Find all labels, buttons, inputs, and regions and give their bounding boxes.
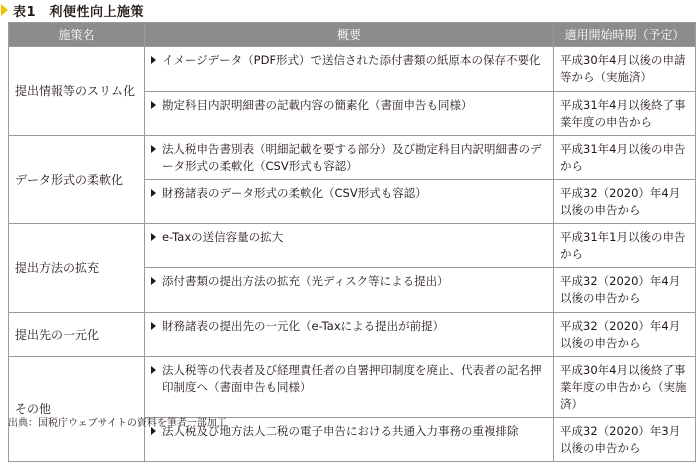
source-note: 出典：国税庁ウェブサイトの資料を筆者一部加工 (8, 418, 227, 429)
category-cell: 提出方法の拡充 (9, 224, 145, 313)
table-title: 表1 利便性向上施策 (13, 4, 145, 20)
header-summary: 概要 (145, 23, 554, 47)
schedule-cell: 平成31年4月以後の申告から (554, 136, 696, 180)
summary-cell: 財務諸表の提出先の一元化（e-Taxによる提出が前提） (145, 313, 554, 357)
schedule-cell: 平成32（2020）年3月以後の申告から (554, 418, 696, 462)
summary-cell: 法人税申告書別表（明細記載を要する部分）及び勘定科目内訳明細書のデータ形式の柔軟化（CSV形式も容認） (145, 136, 554, 180)
table-row (9, 357, 696, 418)
schedule-cell: 平成32（2020）年4月以後の申告から (554, 313, 696, 357)
schedule-cell: 平成30年4月以後終了事業年度の申告から（実施済） (554, 357, 696, 418)
summary-cell: 法人税及び地方法人二税の電子申告における共通入力事務の重複排除 (145, 418, 554, 462)
bullet-icon (151, 189, 156, 197)
summary-cell: e-Taxの送信容量の拡大 (145, 224, 554, 268)
bullet-icon (151, 366, 156, 374)
schedule-cell: 平成31年4月以後終了事業年度の申告から (554, 92, 696, 136)
schedule-cell: 平成30年4月以後の申請等から（実施済） (554, 47, 696, 92)
bullet-icon (151, 277, 156, 285)
bullet-icon (151, 322, 156, 330)
schedule-cell: 平成31年1月以後の申告から (554, 224, 696, 268)
category-cell: データ形式の柔軟化 (9, 136, 145, 224)
category-cell: 提出先の一元化 (9, 313, 145, 357)
category-cell: その他 (9, 357, 145, 462)
table-row (9, 136, 696, 180)
summary-cell: 財務諸表のデータ形式の柔軟化（CSV形式も容認） (145, 180, 554, 224)
bullet-icon (151, 101, 156, 109)
header-measure: 施策名 (9, 23, 145, 47)
table-row (9, 47, 696, 92)
category-cell: 提出情報等のスリム化 (9, 47, 145, 136)
schedule-cell: 平成32（2020）年4月以後の申告から (554, 180, 696, 224)
bullet-icon (151, 233, 156, 241)
table-row (9, 313, 696, 357)
summary-cell: 勘定科目内訳明細書の記載内容の簡素化（書面申告も同様） (145, 92, 554, 136)
summary-cell: イメージデータ（PDF形式）で送信された添付書類の紙原本の保存不要化 (145, 47, 554, 92)
schedule-cell: 平成32（2020）年4月以後の申告から (554, 268, 696, 313)
bullet-icon (151, 56, 156, 64)
bullet-icon (151, 145, 156, 153)
header-schedule: 適用開始時期（予定） (554, 23, 696, 47)
measures-table (8, 22, 696, 462)
table-row (9, 224, 696, 268)
summary-cell: 添付書類の提出方法の拡充（光ディスク等による提出） (145, 268, 554, 313)
table-title-row (0, 0, 144, 20)
summary-cell: 法人税等の代表者及び経理責任者の自署押印制度を廃止、代表者の記名押印制度へ（書面申告も同様） (145, 357, 554, 418)
header-row (9, 23, 696, 47)
triangle-marker-icon (1, 4, 8, 16)
